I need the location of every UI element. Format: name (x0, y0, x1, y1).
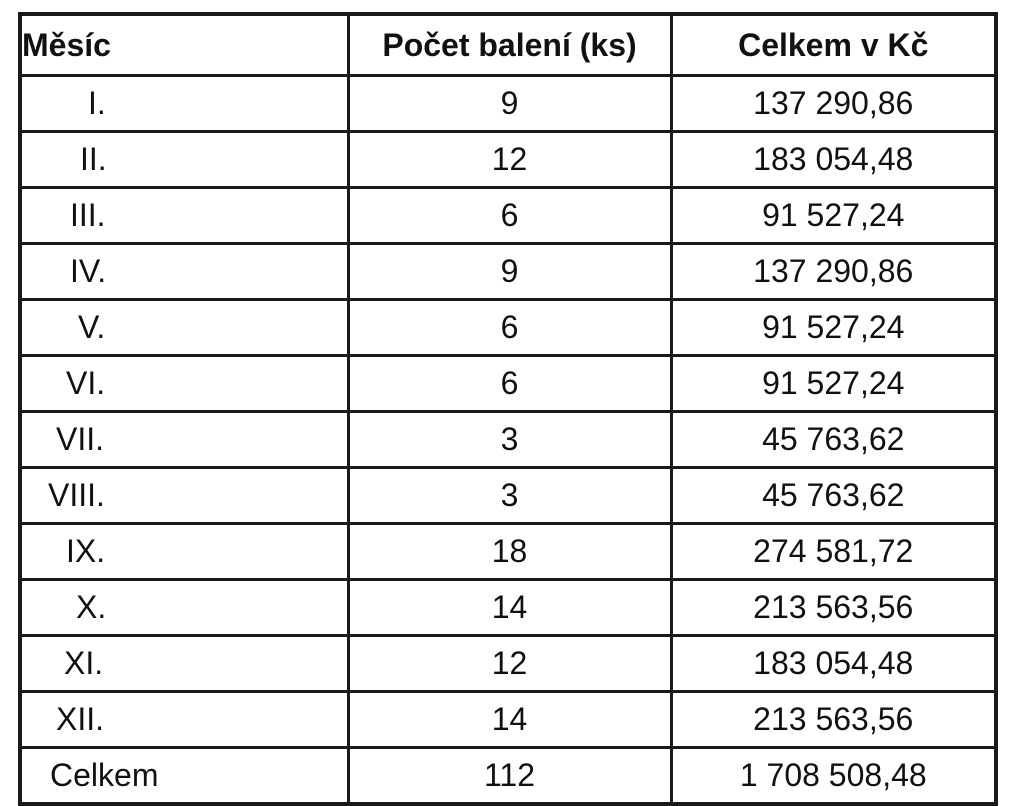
table-row (20, 356, 996, 412)
header-package-count: Počet balení (ks) (348, 14, 671, 76)
cell-count: 14 (348, 692, 671, 748)
summary-total: 1 708 508,48 (671, 748, 996, 805)
cell-month: VIII. (20, 468, 348, 524)
cell-count: 3 (348, 468, 671, 524)
table-row (20, 76, 996, 132)
cell-total: 183 054,48 (671, 636, 996, 692)
cell-total: 91 527,24 (671, 356, 996, 412)
cell-month: XII. (20, 692, 348, 748)
cell-count: 9 (348, 76, 671, 132)
cell-month: I. (20, 76, 348, 132)
cell-month: V. (20, 300, 348, 356)
header-month: Měsíc (20, 14, 348, 76)
cell-total: 137 290,86 (671, 76, 996, 132)
cell-month: VII. (20, 412, 348, 468)
cell-count: 3 (348, 412, 671, 468)
table-row (20, 468, 996, 524)
cell-total: 213 563,56 (671, 692, 996, 748)
cell-month: II. (20, 132, 348, 188)
cell-total: 183 054,48 (671, 132, 996, 188)
cell-total: 91 527,24 (671, 300, 996, 356)
cell-count: 12 (348, 132, 671, 188)
table-row (20, 580, 996, 636)
cell-month: III. (20, 188, 348, 244)
cell-count: 12 (348, 636, 671, 692)
table-row (20, 300, 996, 356)
table-row (20, 244, 996, 300)
cell-total: 213 563,56 (671, 580, 996, 636)
cell-month: X. (20, 580, 348, 636)
monthly-sales-table (18, 12, 998, 806)
cell-count: 6 (348, 356, 671, 412)
cell-count: 6 (348, 300, 671, 356)
cell-count: 6 (348, 188, 671, 244)
table-summary-row (20, 748, 996, 805)
cell-total: 45 763,62 (671, 412, 996, 468)
table-header-row (20, 14, 996, 76)
cell-month: IX. (20, 524, 348, 580)
table-row (20, 412, 996, 468)
summary-label: Celkem (20, 748, 348, 805)
table-container (18, 12, 994, 793)
header-total-czk: Celkem v Kč (671, 14, 996, 76)
cell-total: 274 581,72 (671, 524, 996, 580)
summary-count: 112 (348, 748, 671, 805)
cell-month: IV. (20, 244, 348, 300)
cell-month: VI. (20, 356, 348, 412)
cell-count: 18 (348, 524, 671, 580)
cell-count: 9 (348, 244, 671, 300)
table-row (20, 188, 996, 244)
cell-count: 14 (348, 580, 671, 636)
table-row (20, 132, 996, 188)
table-row (20, 636, 996, 692)
cell-total: 137 290,86 (671, 244, 996, 300)
cell-month: XI. (20, 636, 348, 692)
table-row (20, 524, 996, 580)
table-row (20, 692, 996, 748)
cell-total: 45 763,62 (671, 468, 996, 524)
cell-total: 91 527,24 (671, 188, 996, 244)
